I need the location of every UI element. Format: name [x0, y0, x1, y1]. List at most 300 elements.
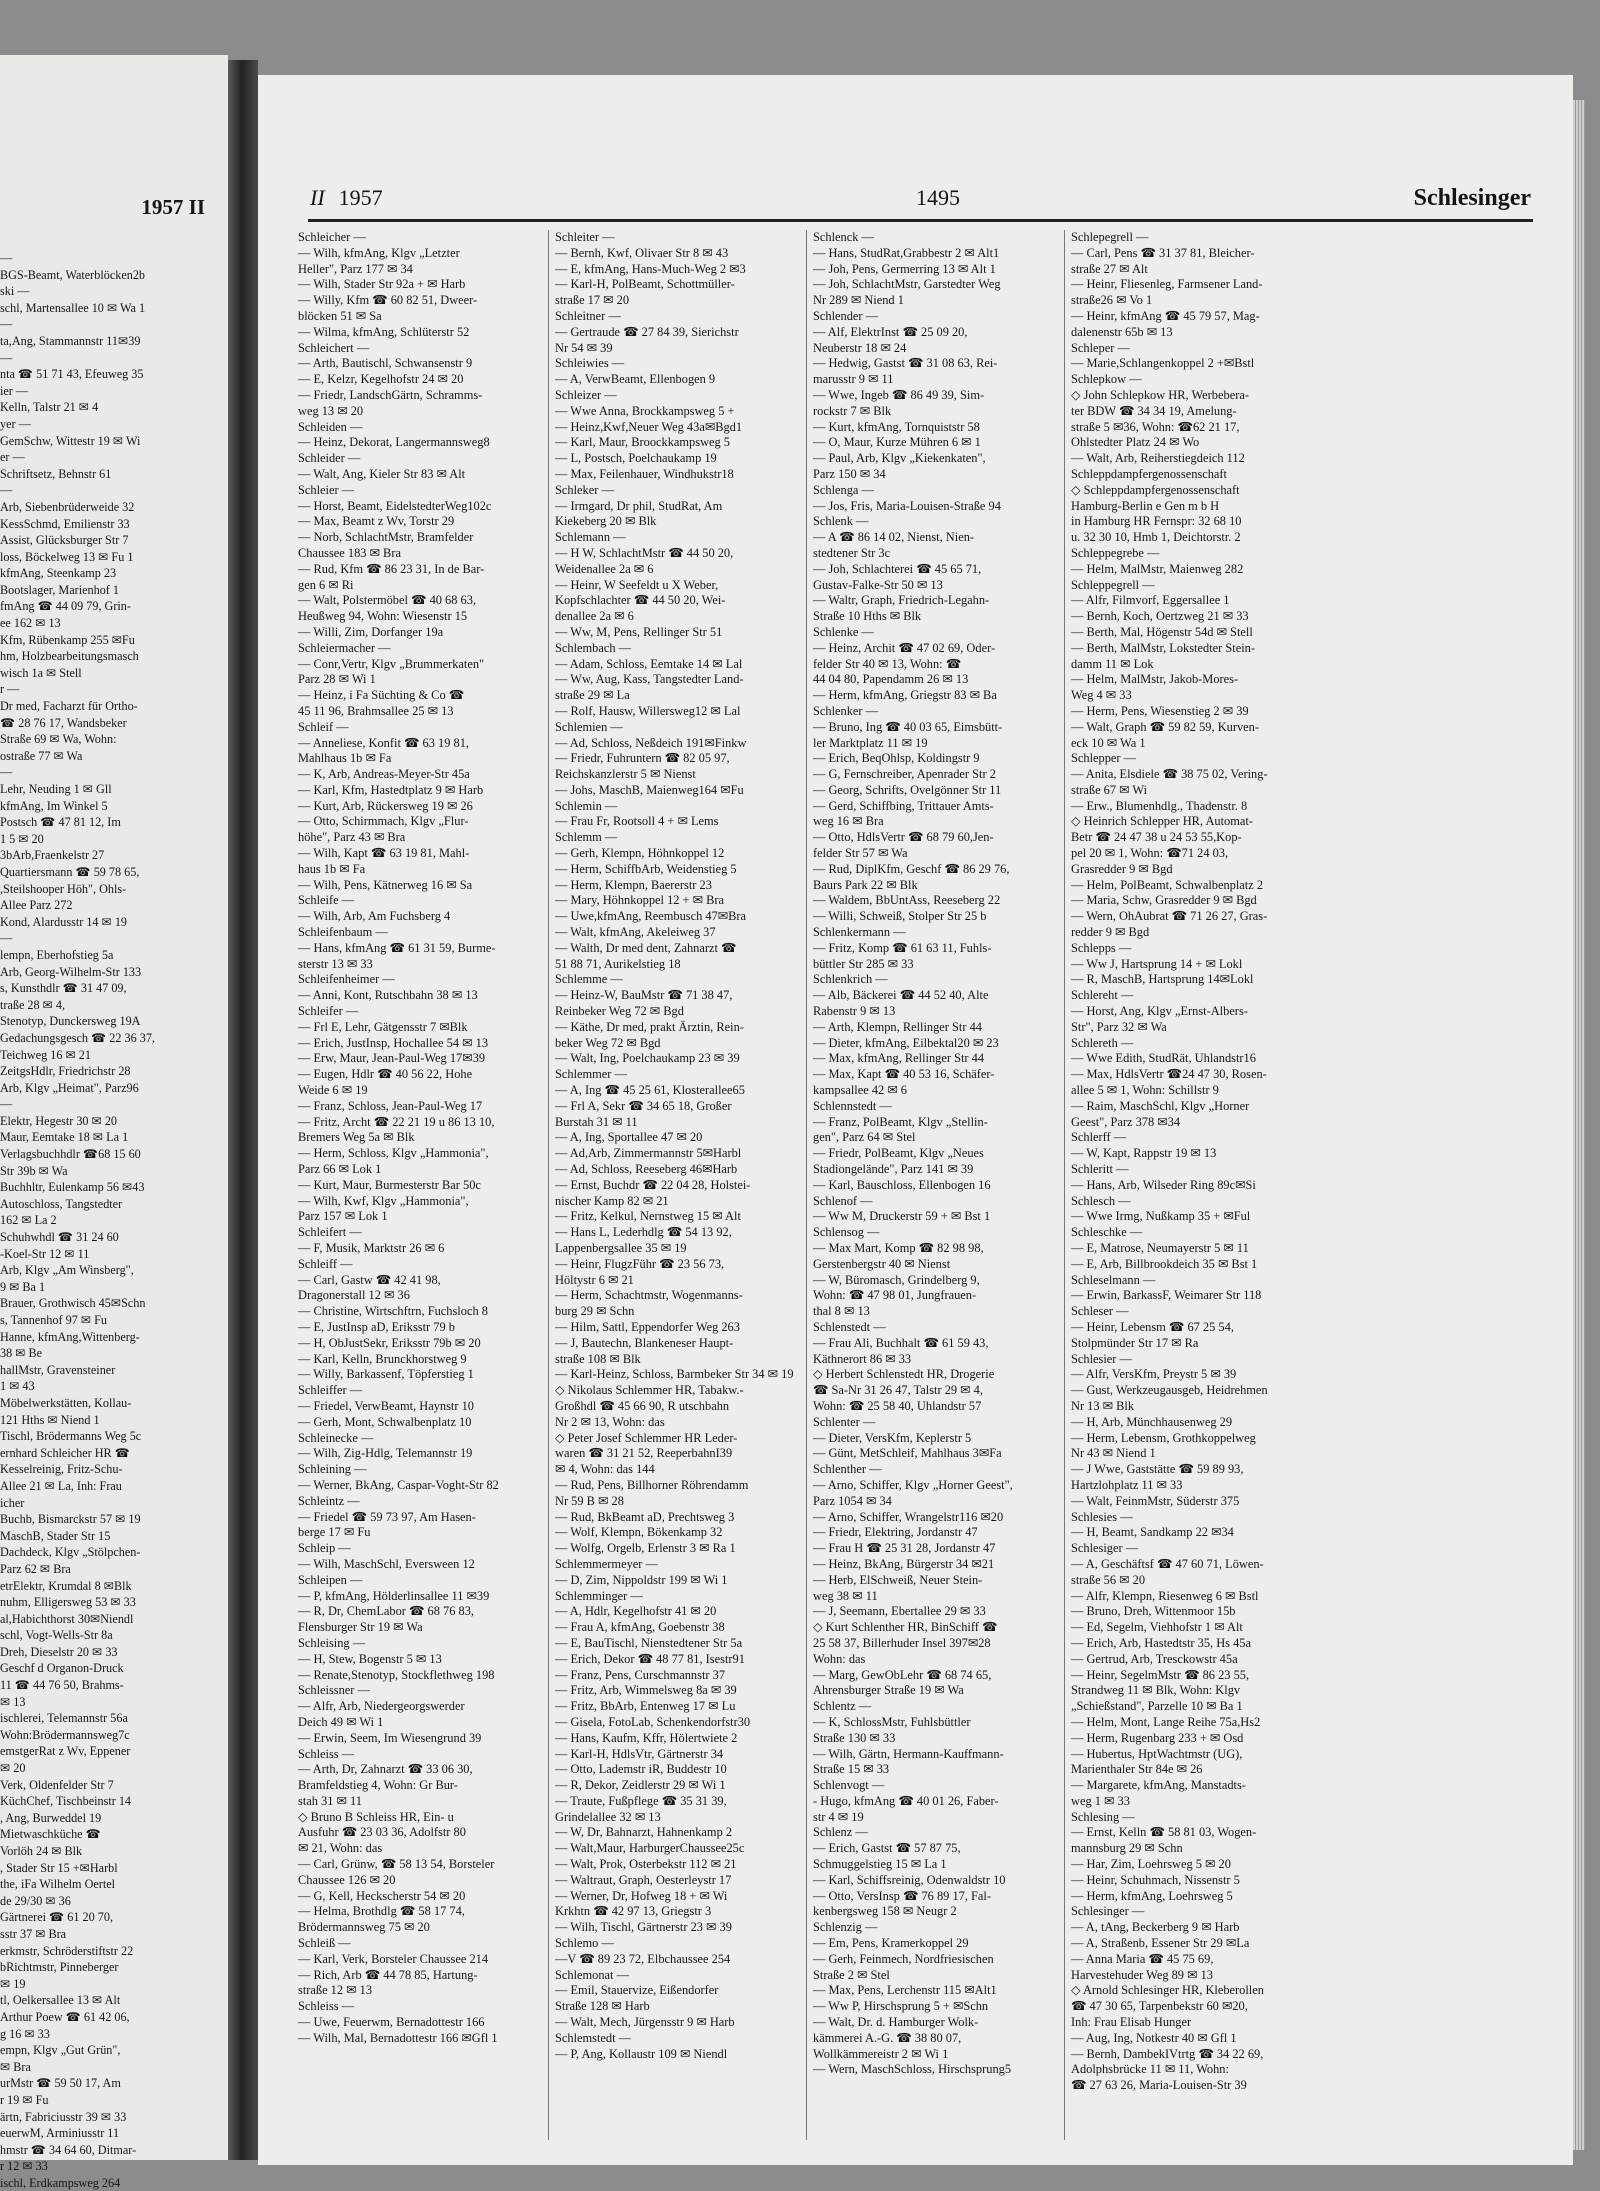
directory-entry-line: Nr 59 B ✉ 28	[555, 1493, 624, 1508]
directory-entry-line: Gärtnerei ☎ 61 20 70,	[0, 1910, 113, 1925]
directory-entry-line: Arb, Klgv „Am Winsberg",	[0, 1263, 134, 1278]
directory-entry-line: Dreh, Dieselstr 20 ✉ 33	[0, 1644, 118, 1659]
directory-entry-line: Schleizer —	[555, 387, 617, 402]
directory-entry-line: — L, Postsch, Poelchaukamp 19	[555, 451, 717, 466]
left-page-header: 1957 II	[141, 195, 205, 219]
directory-entry-line: — Frl A, Sekr ☎ 34 65 18, Großer	[555, 1098, 732, 1113]
directory-entry-line: Elektr, Hegestr 30 ✉ 20	[0, 1113, 118, 1128]
directory-entry-line: marusstr 9 ✉ 11	[813, 372, 894, 387]
directory-entry-line: Chaussee 126 ✉ 20	[298, 1872, 396, 1887]
directory-entry-line: — Karl, Kfm, Hastedtplatz 9 ✉ Harb	[298, 782, 484, 797]
directory-entry-line: — Herm, Klempn, Baererstr 23	[555, 877, 712, 892]
directory-entry-line: haus 1b ✉ Fa	[298, 861, 366, 876]
directory-entry-line: fmAng ☎ 44 09 79, Grin-	[0, 599, 131, 614]
directory-entry-line: — Ad, Schloss, Neßdeich 191✉Finkw	[555, 735, 747, 750]
header-rule	[308, 219, 1533, 222]
directory-entry-line: Schleiff —	[298, 1256, 353, 1271]
directory-entry-line: — Berth, Mal, Högenstr 54d ✉ Stell	[1071, 624, 1253, 639]
directory-entry-line: — H W, SchlachtMstr ☎ 44 50 20,	[555, 545, 734, 560]
directory-entry-line: Postsch ☎ 47 81 12, Im	[0, 815, 121, 830]
directory-entry-line: Schleining —	[298, 1462, 367, 1477]
directory-entry-line: Wollkämmereistr 2 ✉ Wi 1	[813, 2046, 949, 2061]
directory-entry-line: — Wilh, Kwf, Klgv „Hammonia",	[298, 1193, 469, 1208]
directory-entry-line: — Bernh, Koch, Oertzweg 21 ✉ 33	[1071, 609, 1249, 624]
directory-entry-line: — Heinz-W, BauMstr ☎ 71 38 47,	[555, 988, 733, 1003]
directory-entry-line: kfmAng, Im Winkel 5	[0, 798, 108, 813]
directory-entry-line: — Marie,Schlangenkoppel 2 +✉Bstl	[1071, 356, 1255, 371]
directory-entry-line: Großhdl ☎ 45 66 90, R utschbahn	[555, 1398, 730, 1413]
directory-entry-line: — Frl E, Lehr, Gätgensstr 7 ✉Blk	[298, 1019, 468, 1034]
directory-entry-line: —	[0, 931, 13, 946]
directory-entry-line: — Helm, MalMstr, Jakob-Mores-	[1071, 672, 1239, 687]
directory-entry-line: Schlereht —	[1071, 988, 1134, 1003]
directory-entry-line: etrElektr, Krumdal 8 ✉Blk	[0, 1578, 132, 1593]
directory-entry-line: Schleiwies —	[555, 356, 625, 371]
directory-entry-line: — A, Geschäftsf ☎ 47 60 71, Löwen-	[1071, 1556, 1264, 1571]
directory-entry-line: straße 17 ✉ 20	[555, 293, 630, 308]
directory-column-4	[1071, 230, 1333, 2094]
directory-entry-line: — Herm, kfmAng, Griegstr 83 ✉ Ba	[813, 688, 997, 703]
directory-entry-line: Schleper —	[1071, 340, 1130, 355]
directory-entry-line: ter BDW ☎ 34 34 19, Amelung-	[1071, 403, 1237, 418]
directory-entry-line: — R, Dr, ChemLabor ☎ 68 76 83,	[298, 1604, 474, 1619]
directory-entry-line: „Schießstand", Parzelle 10 ✉ Ba 1	[1071, 1699, 1243, 1714]
directory-entry-line: straße 12 ✉ 13	[298, 1983, 373, 1998]
page-stack-edge	[1573, 100, 1585, 2150]
directory-entry-line: Schlemmer —	[555, 1067, 627, 1082]
directory-entry-line: weg 1 ✉ 33	[1071, 1793, 1130, 1808]
directory-entry-line: Hanne, kfmAng,Wittenberg-	[0, 1329, 140, 1344]
directory-entry-line: in Hamburg HR Fernspr: 32 68 10	[1071, 514, 1242, 529]
directory-entry-line: Schlemin —	[555, 798, 618, 813]
directory-entry-line: — Erwin, Seem, Im Wiesengrund 39	[298, 1730, 482, 1745]
directory-entry-line: Schleissner —	[298, 1683, 370, 1698]
directory-entry-line: — Gerh, Feinmech, Nordfriesischen	[813, 1951, 994, 1966]
directory-entry-line: Kopfschlachter ☎ 44 50 20, Wei-	[555, 593, 726, 608]
directory-entry-line: Arthur Poew ☎ 61 42 06,	[0, 2009, 130, 2024]
directory-entry-line: — Wilh, Zig-Hdlg, Telemannstr 19	[298, 1446, 473, 1461]
directory-entry-line: — Fritz, Arb, Wimmelsweg 8a ✉ 39	[555, 1683, 737, 1698]
directory-entry-line: Schlemm —	[555, 830, 618, 845]
directory-entry-line: — Anni, Kont, Rutschbahn 38 ✉ 13	[298, 988, 478, 1003]
directory-entry-line: — Wilh, Kapt ☎ 63 19 81, Mahl-	[298, 846, 470, 861]
directory-entry-line: — Wilh, kfmAng, Klgv „Letzter	[298, 245, 460, 260]
directory-entry-line: Schlesier —	[1071, 1351, 1132, 1366]
directory-entry-line: — Heinz, Archit ☎ 47 02 69, Oder-	[813, 640, 996, 655]
directory-entry-line: Schlenof —	[813, 1193, 873, 1208]
directory-entry-line: Schlentz —	[813, 1699, 872, 1714]
directory-entry-line: weg 38 ✉ 11	[813, 1588, 878, 1603]
directory-entry-line: Schleifert —	[298, 1225, 362, 1240]
directory-entry-line: — Wolf, Klempn, Bökenkamp 32	[555, 1525, 723, 1540]
directory-entry-line: Schleppdampfergenossenschaft	[1071, 466, 1227, 481]
directory-entry-line: ◇ Heinrich Schlepper HR, Automat-	[1071, 814, 1253, 829]
directory-entry-line: ier —	[0, 383, 29, 398]
directory-entry-line: schl, Martensallee 10 ✉ Wa 1	[0, 300, 146, 315]
directory-entry-line: 121 Hths ✉ Niend 1	[0, 1412, 100, 1427]
directory-entry-line: Schlenstedt —	[813, 1319, 886, 1334]
directory-entry-line: — D, Zim, Nippoldstr 199 ✉ Wi 1	[555, 1572, 728, 1587]
directory-entry-line: gen 6 ✉ Ri	[298, 577, 354, 592]
directory-entry-line: Schleipen —	[298, 1572, 363, 1587]
directory-entry-line: Bremers Weg 5a ✉ Blk	[298, 1130, 415, 1145]
directory-entry-line: Buchb, Bismarckstr 57 ✉ 19	[0, 1512, 141, 1527]
directory-entry-line: nuhm, Elligersweg 53 ✉ 33	[0, 1595, 136, 1610]
directory-entry-line: — W, Kapt, Rappstr 19 ✉ 13	[1071, 1146, 1217, 1161]
directory-entry-line: Verlagsbuchhdlr ☎68 15 60	[0, 1147, 141, 1162]
directory-entry-line: — Alfr, Klempn, Riesenweg 6 ✉ Bstl	[1071, 1588, 1259, 1603]
directory-entry-line: ✉ 19	[0, 1976, 26, 1991]
directory-entry-line: — Wilh, Stader Str 92a + ✉ Harb	[298, 277, 466, 292]
directory-entry-line: waren ☎ 31 21 52, ReeperbahnI39	[555, 1446, 733, 1461]
directory-entry-line: — Willi, Zim, Dorfanger 19a	[298, 624, 444, 639]
directory-entry-line: Schuhwhdl ☎ 31 24 60	[0, 1230, 119, 1245]
directory-entry-line: Schlesies —	[1071, 1509, 1133, 1524]
directory-entry-line: — O, Maur, Kurze Mühren 6 ✉ 1	[813, 435, 981, 450]
directory-entry-line: Schleiermacher —	[298, 640, 391, 655]
directory-entry-line: — A, Hdlr, Kegelhofstr 41 ✉ 20	[555, 1604, 717, 1619]
directory-entry-line: Schleifer —	[298, 1004, 359, 1019]
directory-entry-line: Weidenallee 2a ✉ 6	[555, 561, 654, 576]
directory-entry-line: Kfm, Rübenkamp 255 ✉Fu	[0, 632, 135, 647]
directory-entry-line: Geschf d Organon-Druck	[0, 1661, 124, 1676]
directory-entry-line: — Karl, Kelln, Brunckhorstweg 9	[298, 1351, 467, 1366]
directory-entry-line: — Hans L, Lederhdlg ☎ 54 13 92,	[555, 1225, 732, 1240]
directory-entry-line: — Max Mart, Komp ☎ 82 98 98,	[813, 1241, 984, 1255]
directory-entry-line: Schlenter —	[813, 1414, 876, 1429]
directory-entry-line: — Rud, Kfm ☎ 86 23 31, In de Bar-	[298, 561, 485, 576]
directory-entry-line: — Erich, JustInsp, Hochallee 54 ✉ 13	[298, 1035, 489, 1050]
directory-entry-line: — Heinr, SegelmMstr ☎ 86 23 55,	[1071, 1667, 1250, 1682]
directory-entry-line: — Wilh, Mal, Bernadottestr 166 ✉Gfl 1	[298, 2030, 498, 2045]
directory-entry-line: — Kurt, kfmAng, Tornquiststr 58	[813, 419, 980, 434]
directory-entry-line: 44 04 80, Papendamm 26 ✉ 13	[813, 672, 969, 687]
directory-entry-line: — Wern, OhAubrat ☎ 71 26 27, Gras-	[1071, 909, 1268, 924]
directory-entry-line: — A, Ing, Sportallee 47 ✉ 20	[555, 1130, 703, 1145]
directory-entry-line: Käthnerort 86 ✉ 33	[813, 1351, 912, 1366]
directory-entry-line: — Friedr, PolBeamt, Klgv „Neues	[813, 1146, 984, 1161]
left-page-entries	[0, 250, 215, 2191]
directory-entry-line: — Walth, Dr med dent, Zahnarzt ☎	[555, 940, 737, 955]
directory-entry-line: — R, MaschB, Hartsprung 14✉Lokl	[1071, 972, 1254, 987]
directory-entry-line: Schlemann —	[555, 530, 626, 545]
directory-entry-line: Schlemien —	[555, 719, 623, 734]
directory-entry-line: ◇ Bruno B Schleiss HR, Ein- u	[298, 1809, 454, 1824]
directory-entry-line: — Gerh, Klempn, Höhnkoppel 12	[555, 846, 725, 861]
directory-entry-line: Arb, Klgv „Heimat", Parz96	[0, 1080, 139, 1095]
directory-column-2	[555, 230, 795, 2062]
directory-entry-line: berge 17 ✉ Fu	[298, 1525, 371, 1540]
directory-entry-line: — Herm, SchiffbArb, Weidenstieg 5	[555, 861, 737, 876]
directory-entry-line: sterstr 13 ✉ 33	[298, 956, 373, 971]
directory-entry-line: kampsallee 42 ✉ 6	[813, 1083, 907, 1098]
directory-entry-line: Neuberstr 18 ✉ 24	[813, 340, 907, 355]
directory-entry-line: — Hans, Arb, Wilseder Ring 89c✉Si	[1071, 1177, 1256, 1192]
directory-entry-line: — Käthe, Dr med, prakt Ärztin, Rein-	[555, 1019, 744, 1034]
directory-entry-line: — Herb, ElSchweiß, Neuer Stein-	[813, 1572, 983, 1587]
directory-entry-line: ZeitgsHdlr, Friedrichstr 28	[0, 1064, 131, 1079]
directory-entry-line: — Renate,Stenotyp, Stockflethweg 198	[298, 1667, 495, 1682]
directory-entry-line: Nr 2 ✉ 13, Wohn: das	[555, 1414, 665, 1429]
directory-entry-line: Kiekeberg 20 ✉ Blk	[555, 514, 657, 529]
directory-entry-line: Parz 28 ✉ Wi 1	[298, 672, 376, 687]
directory-entry-line: Schleritt —	[1071, 1162, 1129, 1177]
directory-entry-line: — Walt, kfmAng, Akeleiweg 37	[555, 925, 716, 940]
directory-entry-line: — Wwe Anna, Brockkampsweg 5 +	[555, 403, 735, 418]
directory-entry-line: — P, kfmAng, Hölderlinsallee 11 ✉39	[298, 1588, 490, 1603]
directory-entry-line: Straße 128 ✉ Harb	[555, 1999, 650, 2014]
directory-entry-line: — Hans, Kaufm, Kffr, Hölertwiete 2	[555, 1730, 738, 1745]
directory-entry-line: Schlenck —	[813, 230, 874, 244]
directory-entry-line: Schleker —	[555, 482, 614, 497]
directory-column-3	[813, 230, 1053, 2078]
directory-entry-line: Gedachungsgesch ☎ 22 36 37,	[0, 1030, 155, 1045]
directory-entry-line: — Herm, Lebensm, Grothkoppelweg	[1071, 1430, 1256, 1445]
directory-entry-line: — Dieter, kfmAng, Eilbektal20 ✉ 23	[813, 1035, 999, 1050]
directory-entry-line: — Wilh, Gärtn, Hermann-Kauffmann-	[813, 1746, 1004, 1761]
directory-entry-line: — Willy, Kfm ☎ 60 82 51, Dweer-	[298, 293, 478, 308]
directory-entry-line: Schlenga —	[813, 482, 874, 497]
directory-entry-line: ☎ 28 76 17, Wandsbeker	[0, 715, 127, 730]
directory-entry-line: — Fritz, Komp ☎ 61 63 11, Fuhls-	[813, 940, 992, 955]
directory-entry-line: kämmerei A.-G. ☎ 38 80 07,	[813, 2030, 962, 2045]
directory-entry-line: kenbergsweg 158 ✉ Neugr 2	[813, 1904, 957, 1919]
directory-entry-line: — Walt, Ang, Kieler Str 83 ✉ Alt	[298, 466, 466, 481]
directory-entry-line: Straße 10 Hths ✉ Blk	[813, 609, 922, 624]
directory-entry-line: Strandweg 11 ✉ Blk, Wohn: Klgv	[1071, 1683, 1241, 1698]
directory-entry-line: yer —	[0, 416, 31, 431]
directory-entry-line: — Carl, Gastw ☎ 42 41 98,	[298, 1272, 441, 1287]
directory-entry-line: straße 5 ✉36, Wohn: ☎62 21 17,	[1071, 419, 1240, 434]
directory-entry-line: — Herm, Pens, Wiesenstieg 2 ✉ 39	[1071, 703, 1249, 718]
directory-entry-line: — Alfr, Filmvorf, Eggersallee 1	[1071, 593, 1230, 608]
directory-entry-line: Schleiter —	[555, 230, 615, 244]
directory-entry-line: g 16 ✉ 33	[0, 2026, 50, 2041]
directory-entry-line: Rabenstr 9 ✉ 13	[813, 1004, 896, 1019]
directory-entry-line: — Karl, Schiffsreinig, Odenwaldstr 10	[813, 1872, 1006, 1887]
directory-entry-line: Grindelallee 32 ✉ 13	[555, 1809, 661, 1824]
directory-entry-line: — Conr,Vertr, Klgv „Brummerkaten"	[298, 656, 485, 671]
directory-entry-line: 45 11 96, Brahmsallee 25 ✉ 13	[298, 703, 454, 718]
directory-entry-line: — Marg, GewObLehr ☎ 68 74 65,	[813, 1667, 992, 1682]
directory-entry-line: Marienthaler Str 84e ✉ 26	[1071, 1762, 1203, 1777]
directory-entry-line: — Erich, Dekor ☎ 48 77 81, Isestr91	[555, 1651, 745, 1666]
directory-entry-line: Schleser —	[1071, 1304, 1129, 1319]
directory-entry-line: — Frau Ali, Buchhalt ☎ 61 59 43,	[813, 1335, 989, 1350]
directory-entry-line: Str", Parz 32 ✉ Wa	[1071, 1019, 1167, 1034]
directory-entry-line: — Frau Fr, Rootsoll 4 + ✉ Lems	[555, 814, 719, 829]
directory-entry-line: Gerstenbergstr 40 ✉ Nienst	[813, 1256, 951, 1271]
directory-entry-line: — Kurt, Maur, Burmesterstr Bar 50c	[298, 1177, 481, 1192]
directory-entry-line: —	[0, 251, 13, 265]
directory-entry-line: — Uwe, Feuerwm, Bernadottestr 166	[298, 2015, 485, 2030]
directory-entry-line: Schlender —	[813, 308, 879, 323]
book-gutter	[228, 60, 258, 2160]
directory-entry-line: — Ed, Segelm, Viehhofstr 1 ✉ Alt	[1071, 1620, 1243, 1635]
directory-entry-line: ◇ Kurt Schlenther HR, BinSchiff ☎	[813, 1620, 998, 1635]
directory-entry-line: — Bernh, DambekIVtrtg ☎ 34 22 69,	[1071, 2046, 1264, 2061]
directory-entry-line: — Herm, Schachtmstr, Wogenmanns-	[555, 1288, 743, 1303]
directory-entry-line: — Jos, Fris, Maria-Louisen-Straße 94	[813, 498, 1001, 513]
directory-entry-line: — Irmgard, Dr phil, StudRat, Am	[555, 498, 723, 513]
directory-entry-line: — Heinr, kfmAng ☎ 45 79 57, Mag-	[1071, 308, 1260, 323]
directory-entry-line: ◇ Arnold Schlesinger HR, Kleberollen	[1071, 1983, 1264, 1998]
directory-entry-line: felder Str 40 ✉ 13, Wohn: ☎	[813, 656, 962, 671]
directory-entry-line: Schlenkrich —	[813, 972, 888, 987]
directory-entry-line: — Franz, Schloss, Jean-Paul-Weg 17	[298, 1098, 483, 1113]
directory-entry-line: — Frau H ☎ 25 31 28, Jordanstr 47	[813, 1541, 996, 1556]
directory-entry-line: Mahlhaus 1b ✉ Fa	[298, 751, 392, 766]
directory-entry-line: Schlemme —	[555, 972, 623, 987]
directory-entry-line: Stadiongelände", Parz 141 ✉ 39	[813, 1162, 974, 1177]
directory-entry-line: Schleiss —	[298, 1746, 355, 1761]
directory-entry-line: — Otto, VersInsp ☎ 76 89 17, Fal-	[813, 1888, 991, 1903]
directory-entry-line: — Horst, Ang, Klgv „Ernst-Albers-	[1071, 1004, 1248, 1019]
directory-entry-line: Schleichert —	[298, 340, 370, 355]
year: 1957	[338, 185, 383, 210]
directory-entry-line: — Ad, Schloss, Reeseberg 46✉Harb	[555, 1162, 738, 1177]
directory-entry-line: — E, Arb, Billbrookdeich 35 ✉ Bst 1	[1071, 1256, 1258, 1271]
directory-entry-line: hallMstr, Gravensteiner	[0, 1362, 116, 1377]
directory-entry-line: al,Habichthorst 30✉Niendl	[0, 1611, 134, 1626]
directory-entry-line: — Ww M, Druckerstr 59 + ✉ Bst 1	[813, 1209, 991, 1224]
directory-entry-line: — Walt, Dr. d. Hamburger Wolk-	[813, 2015, 979, 2030]
directory-entry-line: Inh: Frau Elisab Hunger	[1071, 2015, 1192, 2030]
directory-entry-line: Schlenke —	[813, 624, 874, 639]
directory-entry-line: Kesselreinig, Fritz-Schu-	[0, 1462, 123, 1477]
directory-entry-line: ◇ Nikolaus Schlemmer HR, Tabakw.-	[555, 1383, 744, 1398]
directory-entry-line: — W, Büromasch, Grindelberg 9,	[813, 1272, 980, 1287]
directory-entry-line: — H, Arb, Münchhausenweg 29	[1071, 1414, 1233, 1429]
directory-entry-line: — J Wwe, Gaststätte ☎ 59 89 93,	[1071, 1462, 1244, 1477]
directory-entry-line: 1 ✉ 43	[0, 1379, 35, 1394]
directory-entry-line: wisch 1a ✉ Stell	[0, 665, 82, 680]
directory-entry-line: ✉ Bra	[0, 2059, 31, 2074]
directory-entry-line: Schlemmermeyer —	[555, 1556, 658, 1571]
directory-entry-line: — Maria, Schw, Grasredder 9 ✉ Bgd	[1071, 893, 1257, 908]
directory-entry-line: Str 39b ✉ Wa	[0, 1163, 68, 1178]
directory-entry-line: Schleip —	[298, 1541, 351, 1556]
directory-entry-line: Weg 4 ✉ 33	[1071, 688, 1132, 703]
directory-entry-line: — Anita, Elsdiele ☎ 38 75 02, Vering-	[1071, 767, 1268, 782]
directory-entry-line: denallee 2a ✉ 6	[555, 609, 634, 624]
directory-entry-line: — Max, HdlsVertr ☎24 47 30, Rosen-	[1071, 1067, 1267, 1082]
directory-entry-line: Deich 49 ✉ Wi 1	[298, 1714, 384, 1729]
directory-entry-line: Brödermannsweg 75 ✉ 20	[298, 1920, 430, 1935]
directory-entry-line: Vorlöh 24 ✉ Blk	[0, 1844, 83, 1858]
directory-entry-line: Straße 15 ✉ 33	[813, 1762, 890, 1777]
directory-entry-line: — Erich, BeqOhlsp, Koldingstr 9	[813, 751, 980, 766]
directory-entry-line: Ausfuhr ☎ 23 03 36, Adolfstr 80	[298, 1825, 466, 1840]
directory-entry-line: — Helma, Brothdlg ☎ 58 17 74,	[298, 1904, 465, 1919]
directory-entry-line: — J, Bautechn, Blankeneser Haupt-	[555, 1335, 734, 1350]
page-number: 1495	[916, 185, 960, 210]
directory-entry-line: — J, Seemann, Ebertallee 29 ✉ 33	[813, 1604, 986, 1619]
directory-entry-line: Schleinecke —	[298, 1430, 374, 1445]
directory-entry-line: kfmAng, Steenkamp 23	[0, 566, 117, 581]
column-divider	[548, 230, 549, 2140]
directory-entry-line: — Wern, MaschSchloss, Hirschsprung5	[813, 2062, 1012, 2077]
directory-entry-line: — Erw., Blumenhdlg., Thadenstr. 8	[1071, 798, 1248, 813]
directory-entry-line: Schleifenheimer —	[298, 972, 395, 987]
directory-entry-line: Betr ☎ 24 47 38 u 24 53 55,Kop-	[1071, 830, 1242, 845]
directory-entry-line: beker Weg 72 ✉ Bgd	[555, 1035, 661, 1050]
directory-entry-line: KüchChef, Tischbeinstr 14	[0, 1794, 132, 1809]
directory-entry-line: Schleiß —	[298, 1936, 351, 1951]
directory-entry-line: — H, ObJustSekr, Eriksstr 79b ✉ 20	[298, 1335, 481, 1350]
directory-entry-line: ✉ 20	[0, 1761, 26, 1776]
directory-entry-line: Schleifenbaum —	[298, 925, 388, 940]
directory-entry-line: Parz 150 ✉ 34	[813, 466, 886, 481]
directory-entry-line: — A, VerwBeamt, Ellenbogen 9	[555, 372, 716, 387]
directory-entry-line: — Karl, Verk, Borsteler Chaussee 214	[298, 1951, 489, 1966]
directory-entry-line: — Max, kfmAng, Rellinger Str 44	[813, 1051, 985, 1066]
directory-entry-line: Arb, Siebenbrüderweide 32	[0, 499, 135, 514]
directory-entry-line: Schlenker —	[813, 703, 879, 718]
directory-entry-line: bRichtmstr, Pinneberger	[0, 1960, 119, 1975]
directory-entry-line: — Erich, Gastst ☎ 57 87 75,	[813, 1841, 961, 1856]
page-header-volume-year	[310, 185, 383, 211]
directory-entry-line: — G, Kell, Heckscherstr 54 ✉ 20	[298, 1888, 466, 1903]
directory-entry-line: Schleiss —	[298, 1999, 355, 2014]
directory-entry-line: erkmstr, Schröderstiftstr 22	[0, 1943, 134, 1958]
directory-entry-line: Kelln, Talstr 21 ✉ 4	[0, 400, 99, 415]
directory-entry-line: — Wwe Irmg, Nußkamp 35 + ✉Ful	[1071, 1209, 1251, 1224]
directory-entry-line: Schleppegrell —	[1071, 577, 1155, 592]
directory-entry-line: straße26 ✉ Vo 1	[1071, 293, 1153, 308]
directory-entry-line: Dragonerstall 12 ✉ 36	[298, 1288, 410, 1303]
directory-entry-line: Wohn: das	[813, 1651, 866, 1666]
directory-entry-line: — Friedel, VerwBeamt, Haynstr 10	[298, 1398, 474, 1413]
directory-entry-line: Schlemo —	[555, 1936, 614, 1951]
directory-entry-line: — Herm, Rugenbarg 233 + ✉ Osd	[1071, 1730, 1244, 1745]
directory-entry-line: straße 27 ✉ Alt	[1071, 261, 1148, 276]
directory-entry-line: — Aug, Ing, Notkestr 40 ✉ Gfl 1	[1071, 2030, 1237, 2045]
directory-entry-line: — Wwe Edith, StudRät, Uhlandstr16	[1071, 1051, 1256, 1066]
directory-page	[258, 75, 1573, 2165]
directory-entry-line: Parz 157 ✉ Lok 1	[298, 1209, 388, 1224]
directory-entry-line: — Joh, SchlachtMstr, Garstedter Weg	[813, 277, 1001, 292]
directory-entry-line: — Friedr, LandschGärtn, Schramms-	[298, 387, 483, 402]
left-facing-page	[0, 55, 228, 2190]
directory-entry-line: — Margarete, kfmAng, Manstadts-	[1071, 1778, 1246, 1793]
directory-entry-line: — Erw, Maur, Jean-Paul-Weg 17✉39	[298, 1051, 486, 1066]
directory-entry-line: — Karl-H, HdlsVtr, Gärtnerstr 34	[555, 1746, 724, 1761]
directory-entry-line: — Alf, ElektrInst ☎ 25 09 20,	[813, 324, 968, 339]
directory-entry-line: — Traute, Fußpflege ☎ 35 31 39,	[555, 1793, 727, 1808]
directory-entry-line: — Max, Pens, Lerchenstr 115 ✉Alt1	[813, 1983, 997, 1998]
directory-entry-line: lempn, Eberhofstieg 5a	[0, 947, 114, 962]
directory-entry-line: — Arth, Klempn, Rellinger Str 44	[813, 1019, 982, 1034]
directory-entry-line: 11 ☎ 44 76 50, Brahms-	[0, 1678, 124, 1693]
directory-entry-line: Schleppegrebe —	[1071, 545, 1160, 560]
directory-entry-line: — Rud, Pens, Billhorner Röhrendamm	[555, 1477, 749, 1492]
directory-entry-line: Maur, Eemtake 18 ✉ La 1	[0, 1130, 129, 1145]
directory-entry-line: Stenotyp, Dunckersweg 19A	[0, 1014, 141, 1029]
directory-entry-line: ☎ 27 63 26, Maria-Louisen-Str 39	[1071, 2078, 1247, 2093]
directory-entry-line: Schleschke —	[1071, 1225, 1143, 1240]
directory-entry-line: — A, Straßenb, Essener Str 29 ✉La	[1071, 1936, 1250, 1951]
directory-entry-line: — Walt, Polstermöbel ☎ 40 68 63,	[298, 593, 477, 608]
directory-entry-line: — A, tAng, Beckerberg 9 ✉ Harb	[1071, 1920, 1240, 1935]
directory-entry-line: — Hedwig, Gastst ☎ 31 08 63, Rei-	[813, 356, 998, 371]
directory-entry-line: — Walt, Ing, Poelchaukamp 23 ✉ 39	[555, 1051, 740, 1066]
directory-entry-line: — Herm, kfmAng, Loehrsweg 5	[1071, 1888, 1233, 1903]
directory-entry-line: — Norb, SchlachtMstr, Bramfelder	[298, 530, 474, 545]
directory-entry-line: — Ww P, Hirschsprung 5 + ✉Schn	[813, 1999, 989, 2014]
directory-entry-line: — Rolf, Hausw, Willersweg12 ✉ Lal	[555, 703, 741, 718]
directory-entry-line: — Günt, MetSchleif, Mahlhaus 3✉Fa	[813, 1446, 1002, 1461]
